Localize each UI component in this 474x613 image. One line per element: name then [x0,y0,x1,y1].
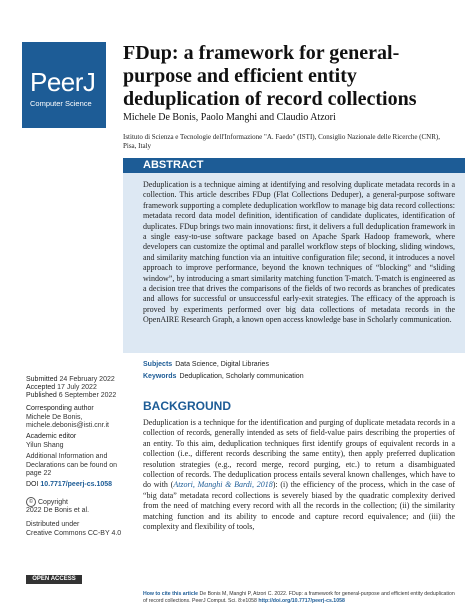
keywords-line [143,373,304,380]
background-text: Deduplication is a technique for the identification and purging of duplicate metadata records in a collection of records, generally intended as sets of field-value pairs describing the properties of an entity. To this aim, deduplication techniques first identify groups of equivalent records in a collection (i.e., different records describing the same entity), then apply preferred duplication resolution strategies (e.g., record merge, record purging, etc.) to return a disambiguated collection of records. The deduplication process entails several known challenges, which have to do with (Atzori, Manghi & Bardi, 2018): (i) the efficiency of the process, which in the case of “big data” metadata record collections is severely biased by the quadratic complexity derived from the need of matching every record with all the records in the collection; (ii) the similarity matching function and its ability to encode and capture record equivalence; and (iii) the complexity and flexibility of tools, [143,418,456,532]
citation-footer: How to cite this article De Bonis M, Manghi P, Atzori C. 2022. FDup: a framework for general-purpose and efficient entity deduplication of record collections. PeerJ Comput. Sci. 8:e1058 http://doi.org/10.7717/peerj-cs.1058 [143,591,455,604]
subjects-line [143,361,269,368]
footer-doi-link[interactable]: http://doi.org/10.7717/peerj-cs.1058 [258,598,345,604]
license[interactable]: Distributed under Creative Commons CC-BY 4.0 [26,521,122,537]
corresponding-author: Corresponding author Michele De Bonis, michele.debonis@isti.cnr.it [26,405,109,429]
logo-subtitle: Computer Science [30,99,92,108]
keywords-label: Keywords [143,373,177,380]
article-title: FDup: a framework for general-purpose and efficient entity deduplication of record collections [123,42,417,110]
citation-link[interactable]: Atzori, Manghi & Bardi, 2018 [173,480,273,490]
affiliation: Istituto di Scienza e Tecnologie dell'Informazione "A. Faedo" (ISTI), Consiglio Nazionale delle Ricerche (CNR), Pisa, Italy [123,133,440,150]
doi[interactable]: DOI 10.7717/peerj-cs.1058 [26,481,113,488]
logo-wordmark: PeerJ [30,67,96,97]
accepted-date: Accepted 17 July 2022 [26,384,97,391]
subjects-value[interactable]: Data Science, Digital Libraries [175,361,269,368]
author-list: Michele De Bonis, Paolo Manghi and Claudio Atzori [123,112,336,123]
copyright-icon: © [26,497,36,507]
keywords-value: Deduplication, Scholarly communication [179,373,304,380]
open-access-badge: OPEN ACCESS [26,575,82,584]
background-heading: BACKGROUND [143,399,231,413]
subjects-label: Subjects [143,361,173,368]
peerj-logo[interactable] [22,42,106,128]
abstract-heading: ABSTRACT [143,159,204,171]
submitted-date: Submitted 24 February 2022 [26,376,115,383]
additional-info[interactable]: Additional Information and Declarations can be found on page 22 [26,453,118,477]
abstract-text: Deduplication is a technique aiming at identifying and resolving duplicate metadata records in a collection. This article describes FDup (Flat Collections Deduper), a general-purpose software framework supporting a complete deduplication workflow to manage big data record collections: metadata record data model definition, identification of candidate duplicates, identification of duplicates. FDup brings two main innovations: first, it delivers a full deduplication framework in a single easy-to-use software package based on Apache Spark Hadoop framework, where developers can customize the optimal and parallel workflow steps of blocking, sliding windows, and similarity matching function via an intuitive configuration file; second, it introduces a novel approach to improve performance, beyond the known techniques of “blocking” and “sliding window”, by introducing a smart similarity matching function T-match. T-match is engineered as a decision tree that drives the comparisons of the fields of two records as branches of predicates and allows for successful or unsuccessful early-exit strategies. The efficacy of the approach is proved by experiments performed over big data collections of metadata records in the OpenAIRE Research Graph, a known open access knowledge base in Scholarly communication. [143,180,455,325]
published-date: Published 6 September 2022 [26,392,117,399]
academic-editor: Academic editor Yilun Shang [26,433,77,449]
copyright: © Copyright 2022 De Bonis et al. [26,498,90,515]
corresponding-email[interactable]: michele.debonis@isti.cnr.it [26,422,109,429]
